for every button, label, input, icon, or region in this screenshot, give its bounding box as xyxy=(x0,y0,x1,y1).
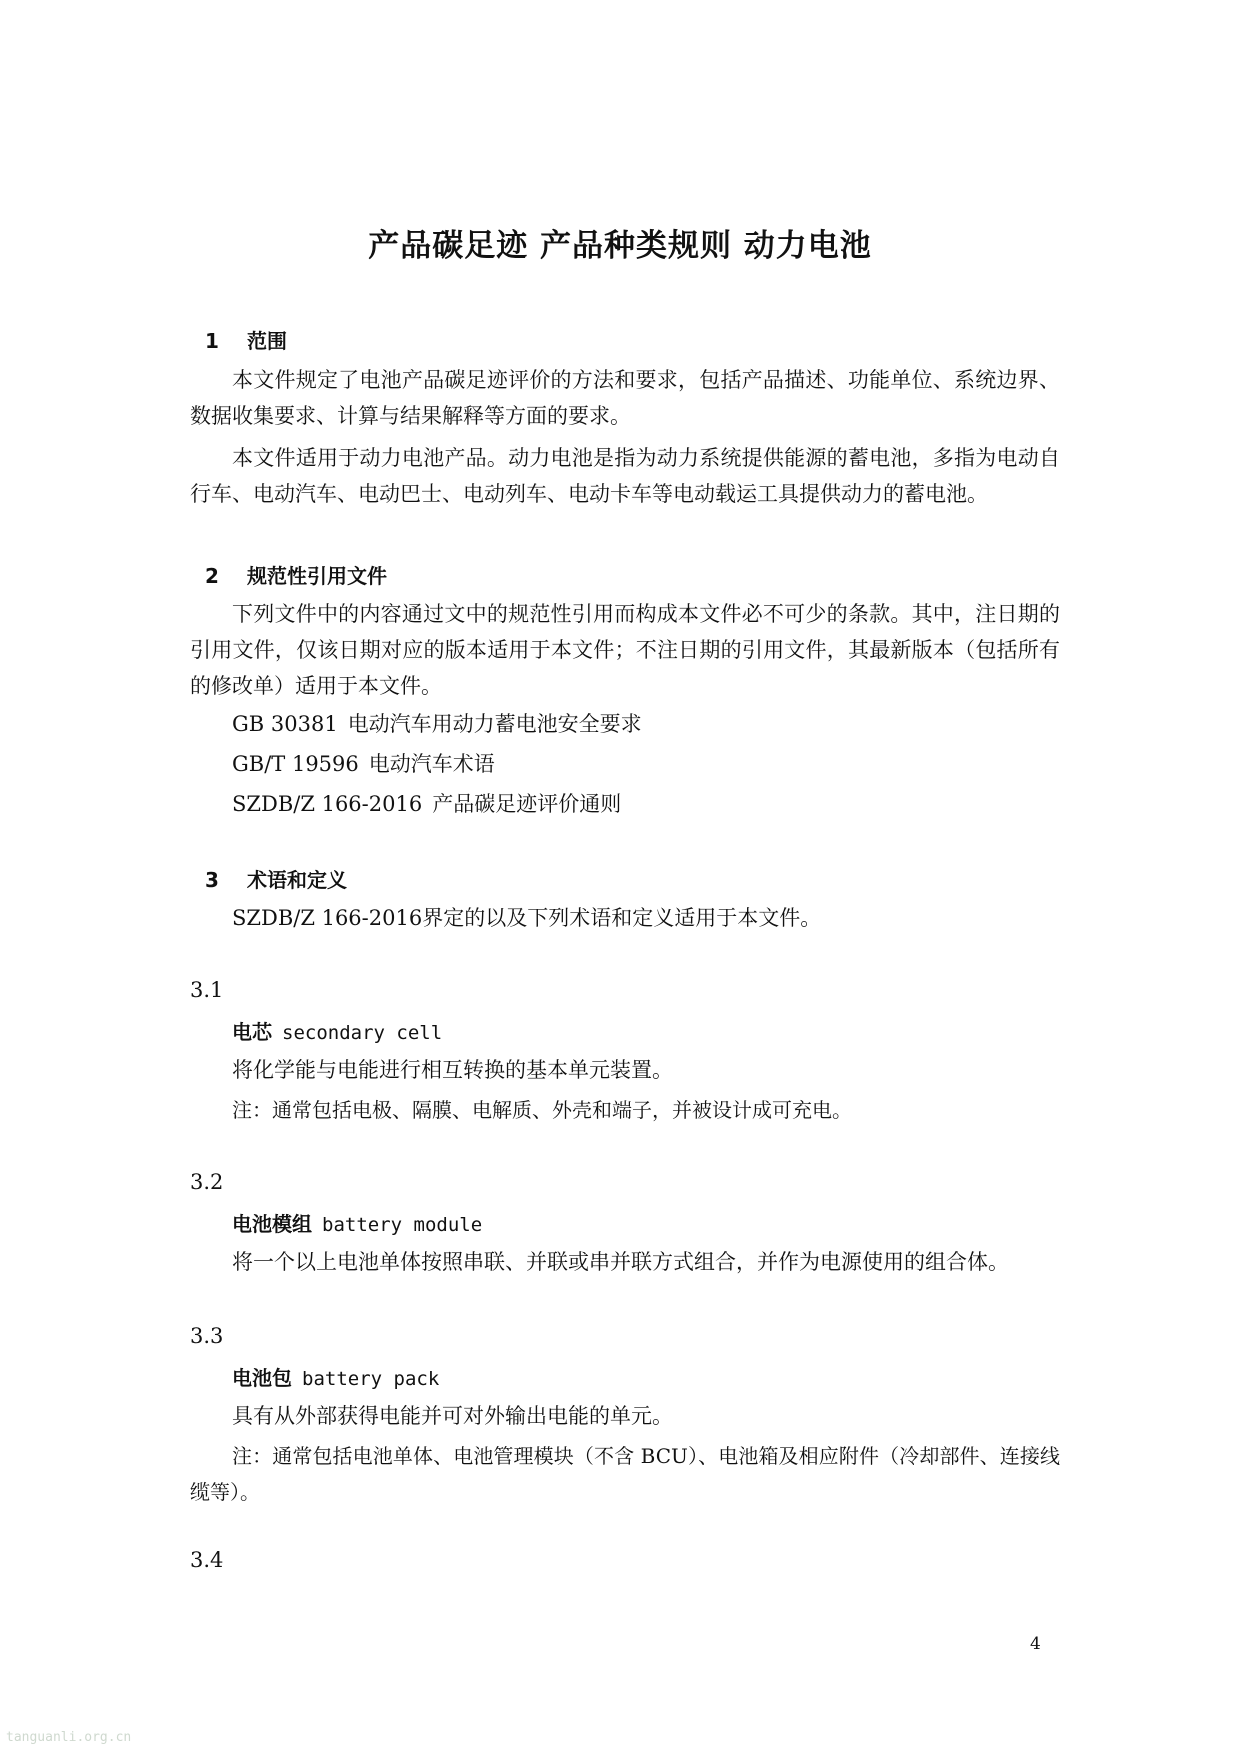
section-title: 范围 xyxy=(247,329,287,353)
section-1-paragraph-2: 本文件适用于动力电池产品。动力电池是指为动力系统提供能源的蓄电池，多指为电动自行车、电动汽车、电动巴士、电动列车、电动卡车等电动载运工具提供动力的蓄电池。 xyxy=(190,446,1060,506)
reference-code: SZDB/Z 166-2016 xyxy=(232,792,423,816)
watermark-text: tanguanli.org.cn xyxy=(6,1730,132,1745)
term-heading xyxy=(232,1016,442,1045)
term-en: battery pack xyxy=(302,1368,440,1390)
term-number: 3.4 xyxy=(190,1548,224,1572)
document-title: 产品碳足迹 产品种类规则 动力电池 xyxy=(368,228,872,264)
reference-item xyxy=(232,788,621,818)
section-number: 2 xyxy=(205,564,219,588)
section-3-heading xyxy=(205,864,347,893)
section-3-paragraph-1: SZDB/Z 166-2016界定的以及下列术语和定义适用于本文件。 xyxy=(232,906,822,930)
term-definition: 将一个以上电池单体按照串联、并联或串并联方式组合，并作为电源使用的组合体。 xyxy=(232,1250,1009,1274)
section-title: 术语和定义 xyxy=(247,868,347,892)
term-zh: 电池包 xyxy=(232,1366,292,1390)
section-2-heading xyxy=(205,560,387,589)
page-number: 4 xyxy=(1030,1634,1041,1654)
reference-title: 产品碳足迹评价通则 xyxy=(432,792,622,816)
section-title: 规范性引用文件 xyxy=(247,564,387,588)
term-number: 3.3 xyxy=(190,1324,224,1348)
reference-code: GB 30381 xyxy=(232,712,338,736)
term-en: secondary cell xyxy=(282,1022,443,1044)
reference-title: 电动汽车术语 xyxy=(368,752,495,776)
term-heading xyxy=(232,1208,482,1237)
term-en: battery module xyxy=(322,1214,483,1236)
term-definition: 具有从外部获得电能并可对外输出电能的单元。 xyxy=(232,1404,673,1428)
reference-item xyxy=(232,748,495,778)
term-note: 注：通常包括电池单体、电池管理模块（不含 BCU）、电池箱及相应附件（冷却部件、连接线缆等）。 xyxy=(190,1444,1060,1504)
reference-title: 电动汽车用动力蓄电池安全要求 xyxy=(347,712,642,736)
term-zh: 电芯 xyxy=(232,1020,272,1044)
section-2-paragraph-1: 下列文件中的内容通过文中的规范性引用而构成本文件必不可少的条款。其中，注日期的引用文件，仅该日期对应的版本适用于本文件；不注日期的引用文件，其最新版本（包括所有的修改单）适用于本文件。 xyxy=(190,602,1060,698)
section-number: 1 xyxy=(205,329,219,353)
reference-code: GB/T 19596 xyxy=(232,752,359,776)
section-1-heading xyxy=(205,325,287,354)
term-heading xyxy=(232,1362,439,1391)
reference-item xyxy=(232,708,642,738)
term-definition: 将化学能与电能进行相互转换的基本单元装置。 xyxy=(232,1058,673,1082)
term-zh: 电池模组 xyxy=(232,1212,312,1236)
term-number: 3.2 xyxy=(190,1170,224,1194)
section-1-paragraph-1: 本文件规定了电池产品碳足迹评价的方法和要求，包括产品描述、功能单位、系统边界、数据收集要求、计算与结果解释等方面的要求。 xyxy=(190,368,1060,428)
term-number: 3.1 xyxy=(190,978,224,1002)
section-number: 3 xyxy=(205,868,219,892)
term-note: 注：通常包括电极、隔膜、电解质、外壳和端子，并被设计成可充电。 xyxy=(232,1098,852,1122)
